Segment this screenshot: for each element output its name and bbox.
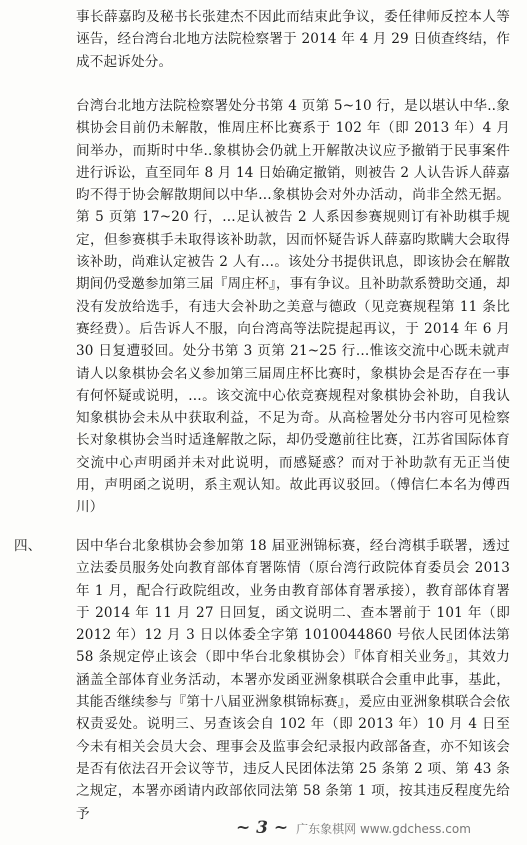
page-footer [236,818,471,839]
paragraph-prosecutor-decision: 台湾台北地方法院检察署处分书第 4 页第 5~10 行，是以堪认中华..象棋协会目前仍未解散，惟周庄杯比赛系于 102 年（即 2013 年）4 月间举办，而斯时中华..象棋协会仍就上开解散决议应予撤销于民事案件进行诉讼，直至同年 8 月 14 日始确定撤销，则被告 2 人认告诉人薛嘉昀不得于协会解散期间以中华…象棋协会对外办活动，尚非全然无据。第 5 页第 17~20 行，…足认被告 2 人系因参赛规则订有补助棋手规定，但参赛棋手未取得该补助款，因而怀疑告诉人薛嘉昀欺瞒大会取得该补助，尚难认定被告 2 人有…。该处分书提供讯息，即该协会在解散期间仍受邀参加第三届『周庄杯』，事有争议。且补助款系赞助交通，却没有发放给选手，有违大会补助之美意与德政（见竞赛规程第 11 条比赛经费）。后告诉人不服，向台湾高等法院提起再议，于 2014 年 6 月 30 日复遭驳回。处分书第 3 页第 21~25 行…惟该交流中心既未就声请人以象棋协会名义参加第三届周庄杯比赛时，象棋协会是否存在一事有何怀疑或说明，…。该交流中心依竞赛规程对象棋协会补助，自我认知象棋协会未从中获取利益，不足为奇。从高检署处分书内容可见检察长对象棋协会当时适逢解散之际，却仍受邀前往比赛，江苏省国际体育交流中心声明函并未对此说明，而感疑惑？而对于补助款有无正当使用，声明函之说明，系主观认知。故此再议驳回。（傅信仁本名为傅西川） [76,98,515,516]
paragraph-section-four: 因中华台北象棋协会参加第 18 届亚洲锦标赛，经台湾棋手联署，透过立法委员服务处向教育部体育署陈情（原台湾行政院体育委员会 2013 年 1 月，配合行政院组改，业务由教育部体育署承接），教育部体育署于 2014 年 11 月 27 日回复，函文说明二、查本署前于 101 年（即 2012 年）12 月 3 日以体委全字第 1010044860 号依人民团体法第 58 条规定停止该会（即中华台北象棋协会）『体育相关业务』，其效力涵盖全部体育业务活动，本署亦发函亚洲象棋联合会重申此事，基此，其能否继续参与『第十八届亚洲象棋锦标赛』，爰应由亚洲象棋联合会依权责妥处。说明三、另查该会自 102 年（即 2013 年）10 月 4 日至今未有相关会员大会、理事会及监事会纪录报内政部备查，亦不知该会是否有依法召开会议等节，违反人民团体法第 25 条第 2 项、第 43 条之规定，本署亦函请内政部依同法第 58 条第 1 项，按其违反程度先给予 [76,538,515,822]
paragraph-intro: 事长薛嘉昀及秘书长张建杰不因此而结束此争议，委任律师反控本人等诬告，经台湾台北地方法院检察署于 2014 年 4 月 29 日侦查终结，作成不起诉处分。 [76,9,510,70]
watermark-text: 广东象棋网 www.gdchess.com [296,822,471,836]
section-number: 四、 [14,538,42,554]
page-number: ~ 3 ~ [236,818,289,838]
